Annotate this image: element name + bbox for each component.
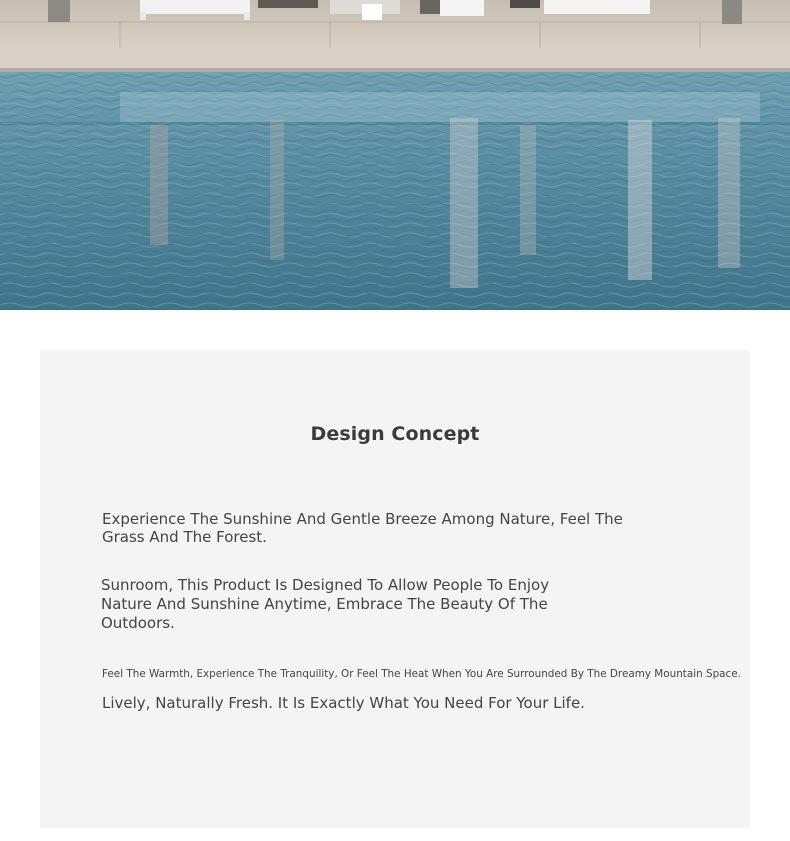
section-title: Design Concept [310,422,480,445]
hero-pool-image [0,0,790,310]
concept-paragraph-3: Feel The Warmth, Experience The Tranquility, Or Feel The Heat When You Are Surrounded By The Dreamy Mountain Space. [102,668,741,680]
concept-paragraph-4: Lively, Naturally Fresh. It Is Exactly What You Need For Your Life. [102,694,585,712]
concept-paragraph-2: Sunroom, This Product Is Designed To Allow People To Enjoy Nature And Sunshine Anytime, Embrace The Beauty Of The Outdoors. [101,576,550,632]
concept-paragraph-1: Experience The Sunshine And Gentle Breeze Among Nature, Feel The Grass And The Forest. [102,510,623,546]
pool-illustration [0,0,790,310]
design-concept-card [40,350,750,828]
